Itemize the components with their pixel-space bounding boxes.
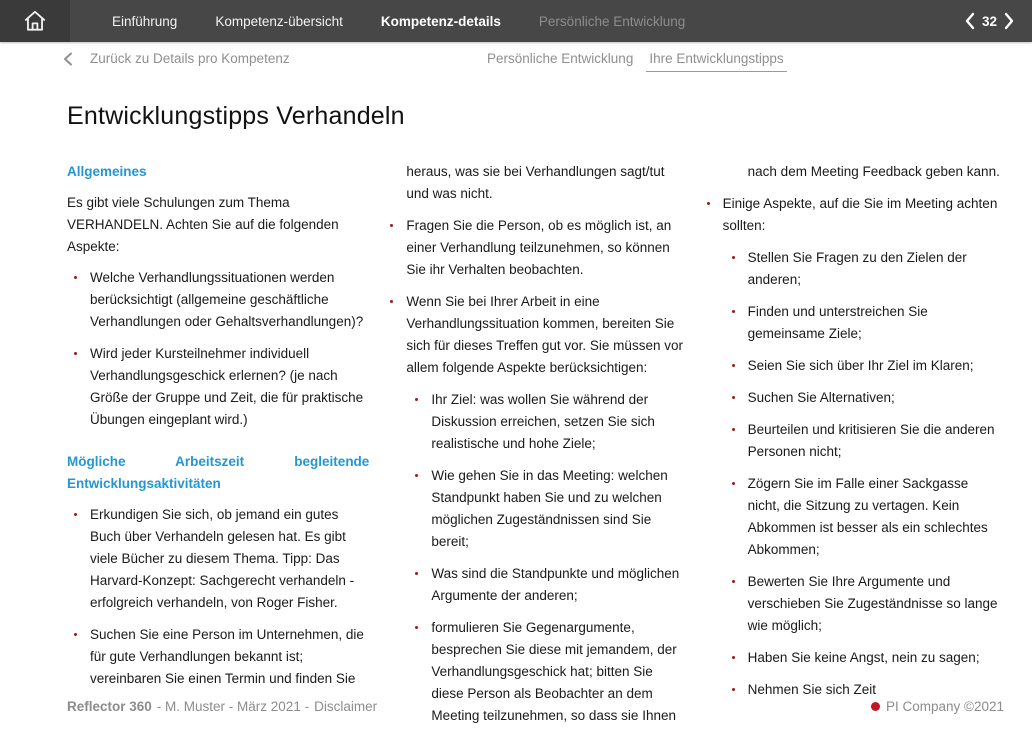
page-number: 32 [981,13,997,29]
sub-bullet-item: formulieren Sie Gegenargumente, besprechen Sie diese mit jemandem, der Verhandlungsgeschick hat; bitten Sie diese Person als Beobachter an dem Meeting teilzunehmen, so dass sie Ihnen [383,617,685,727]
tab-persoenliche-entwicklung[interactable]: Persönliche Entwicklung [487,51,634,66]
section-heading: Mögliche Arbeitszeit begleitende Entwicklungsaktivitäten [67,454,370,491]
page-footer [67,699,1004,714]
content-columns [67,161,1002,737]
subnav-tabs [484,51,787,72]
section-heading: Allgemeines [67,164,147,179]
top-navigation-bar [0,0,1032,42]
next-page-icon[interactable] [1002,12,1016,30]
footer-credit-text: - M. Muster - März 2021 - [156,699,310,714]
nav-item-persoenliche-entwicklung[interactable]: Persönliche Entwicklung [538,13,686,29]
copyright-text: PI Company ©2021 [885,699,1004,714]
back-link-label: Zurück zu Details pro Kompetenz [90,51,290,66]
bullet-item: Suchen Sie eine Person im Unternehmen, die für gute Verhandlungen bekannt ist; vereinbaren Sie einen Termin und finden Sie [67,624,369,690]
continuation-text: heraus, was sie bei Verhandlungen sagt/tut und was nicht. [406,164,665,201]
sub-bullet-item: Haben Sie keine Angst, nein zu sagen; [700,647,1002,669]
sub-bullet-item: Zögern Sie im Falle einer Sackgasse nicht, die Sitzung zu vertagen. Kein Abkommen ist besser als ein schlechtes Abkommen; [700,473,1002,561]
paragraph: Es gibt viele Schulungen zum Thema VERHANDELN. Achten Sie auf die folgenden Aspekte: [67,195,339,254]
nav-item-einfuehrung[interactable]: Einführung [112,13,178,29]
sub-bullet-item: Beurteilen und kritisieren Sie die anderen Personen nicht; [700,419,1002,463]
sub-bullet-item: Seien Sie sich über Ihr Ziel im Klaren; [700,355,1002,377]
back-chevron-icon [62,52,74,66]
content-column-3 [700,161,1002,737]
back-link[interactable] [62,51,290,66]
main-nav [112,0,685,42]
sub-bullet-item: Was sind die Standpunkte und möglichen Argumente der anderen; [383,563,685,607]
home-icon [22,8,48,34]
sub-bullet-item: Nehmen Sie sich Zeit [700,679,1002,701]
bullet-item: Wenn Sie bei Ihrer Arbeit in eine Verhandlungssituation kommen, bereiten Sie sich für dieses Treffen gut vor. Sie müssen vor allem folgende Aspekte berücksichtigen: [383,291,685,379]
page-navigator [963,0,1032,42]
disclaimer-link[interactable]: Disclaimer [314,699,378,714]
bullet-item: Erkundigen Sie sich, ob jemand ein gutes Buch über Verhandeln gelesen hat. Es gibt viele Bücher zu diesem Thema. Tipp: Das Harvard-Konzept: Sachgerecht verhandeln - erfolgreich verhandeln, von Roger Fisher. [67,504,369,614]
continuation-text: nach dem Meeting Feedback geben kann. [747,164,1000,179]
footer-brand: Reflector 360 [67,699,152,714]
footer-copyright [871,699,1004,714]
secondary-nav [0,42,1032,76]
content-column-2 [383,161,685,737]
content-column-1 [67,161,369,737]
bullet-item: Fragen Sie die Person, ob es möglich ist, an einer Verhandlung teilzunehmen, so können Sie ihr Verhalten beobachten. [383,215,685,281]
nav-item-kompetenz-uebersicht[interactable]: Kompetenz-übersicht [215,13,343,29]
sub-bullet-item: Stellen Sie Fragen zu den Zielen der anderen; [700,247,1002,291]
sub-bullet-item: Wie gehen Sie in das Meeting: welchen Standpunkt haben Sie und zu welchen möglichen Zugeständnissen sind Sie bereit; [383,465,685,553]
tab-ihre-entwicklungstipps[interactable]: Ihre Entwicklungstipps [646,51,786,72]
bullet-item: Welche Verhandlungssituationen werden berücksichtigt (allgemeine geschäftliche Verhandlungen oder Gehaltsverhandlungen)? [67,267,369,333]
footer-credits [67,699,377,714]
bullet-item: Wird jeder Kursteilnehmer individuell Verhandlungsgeschick erlernen? (je nach Größe der Gruppe und Zeit, die für praktische Übungen eingeplant wird.) [67,343,369,431]
nav-item-kompetenz-details[interactable]: Kompetenz-details [380,13,501,29]
brand-dot-icon [871,702,880,711]
sub-bullet-item: Bewerten Sie Ihre Argumente und verschieben Sie Zugeständnisse so lange wie möglich; [700,571,1002,637]
sub-bullet-item: Suchen Sie Alternativen; [700,387,1002,409]
previous-page-icon[interactable] [963,12,977,30]
home-button[interactable] [0,0,70,42]
sub-bullet-item: Ihr Ziel: was wollen Sie während der Diskussion erreichen, setzen Sie sich realistische und hohe Ziele; [383,389,685,455]
sub-bullet-item: Finden und unterstreichen Sie gemeinsame Ziele; [700,301,1002,345]
bullet-item: Einige Aspekte, auf die Sie im Meeting achten sollten: [700,193,1002,237]
page-title: Entwicklungstipps Verhandeln [67,102,405,130]
